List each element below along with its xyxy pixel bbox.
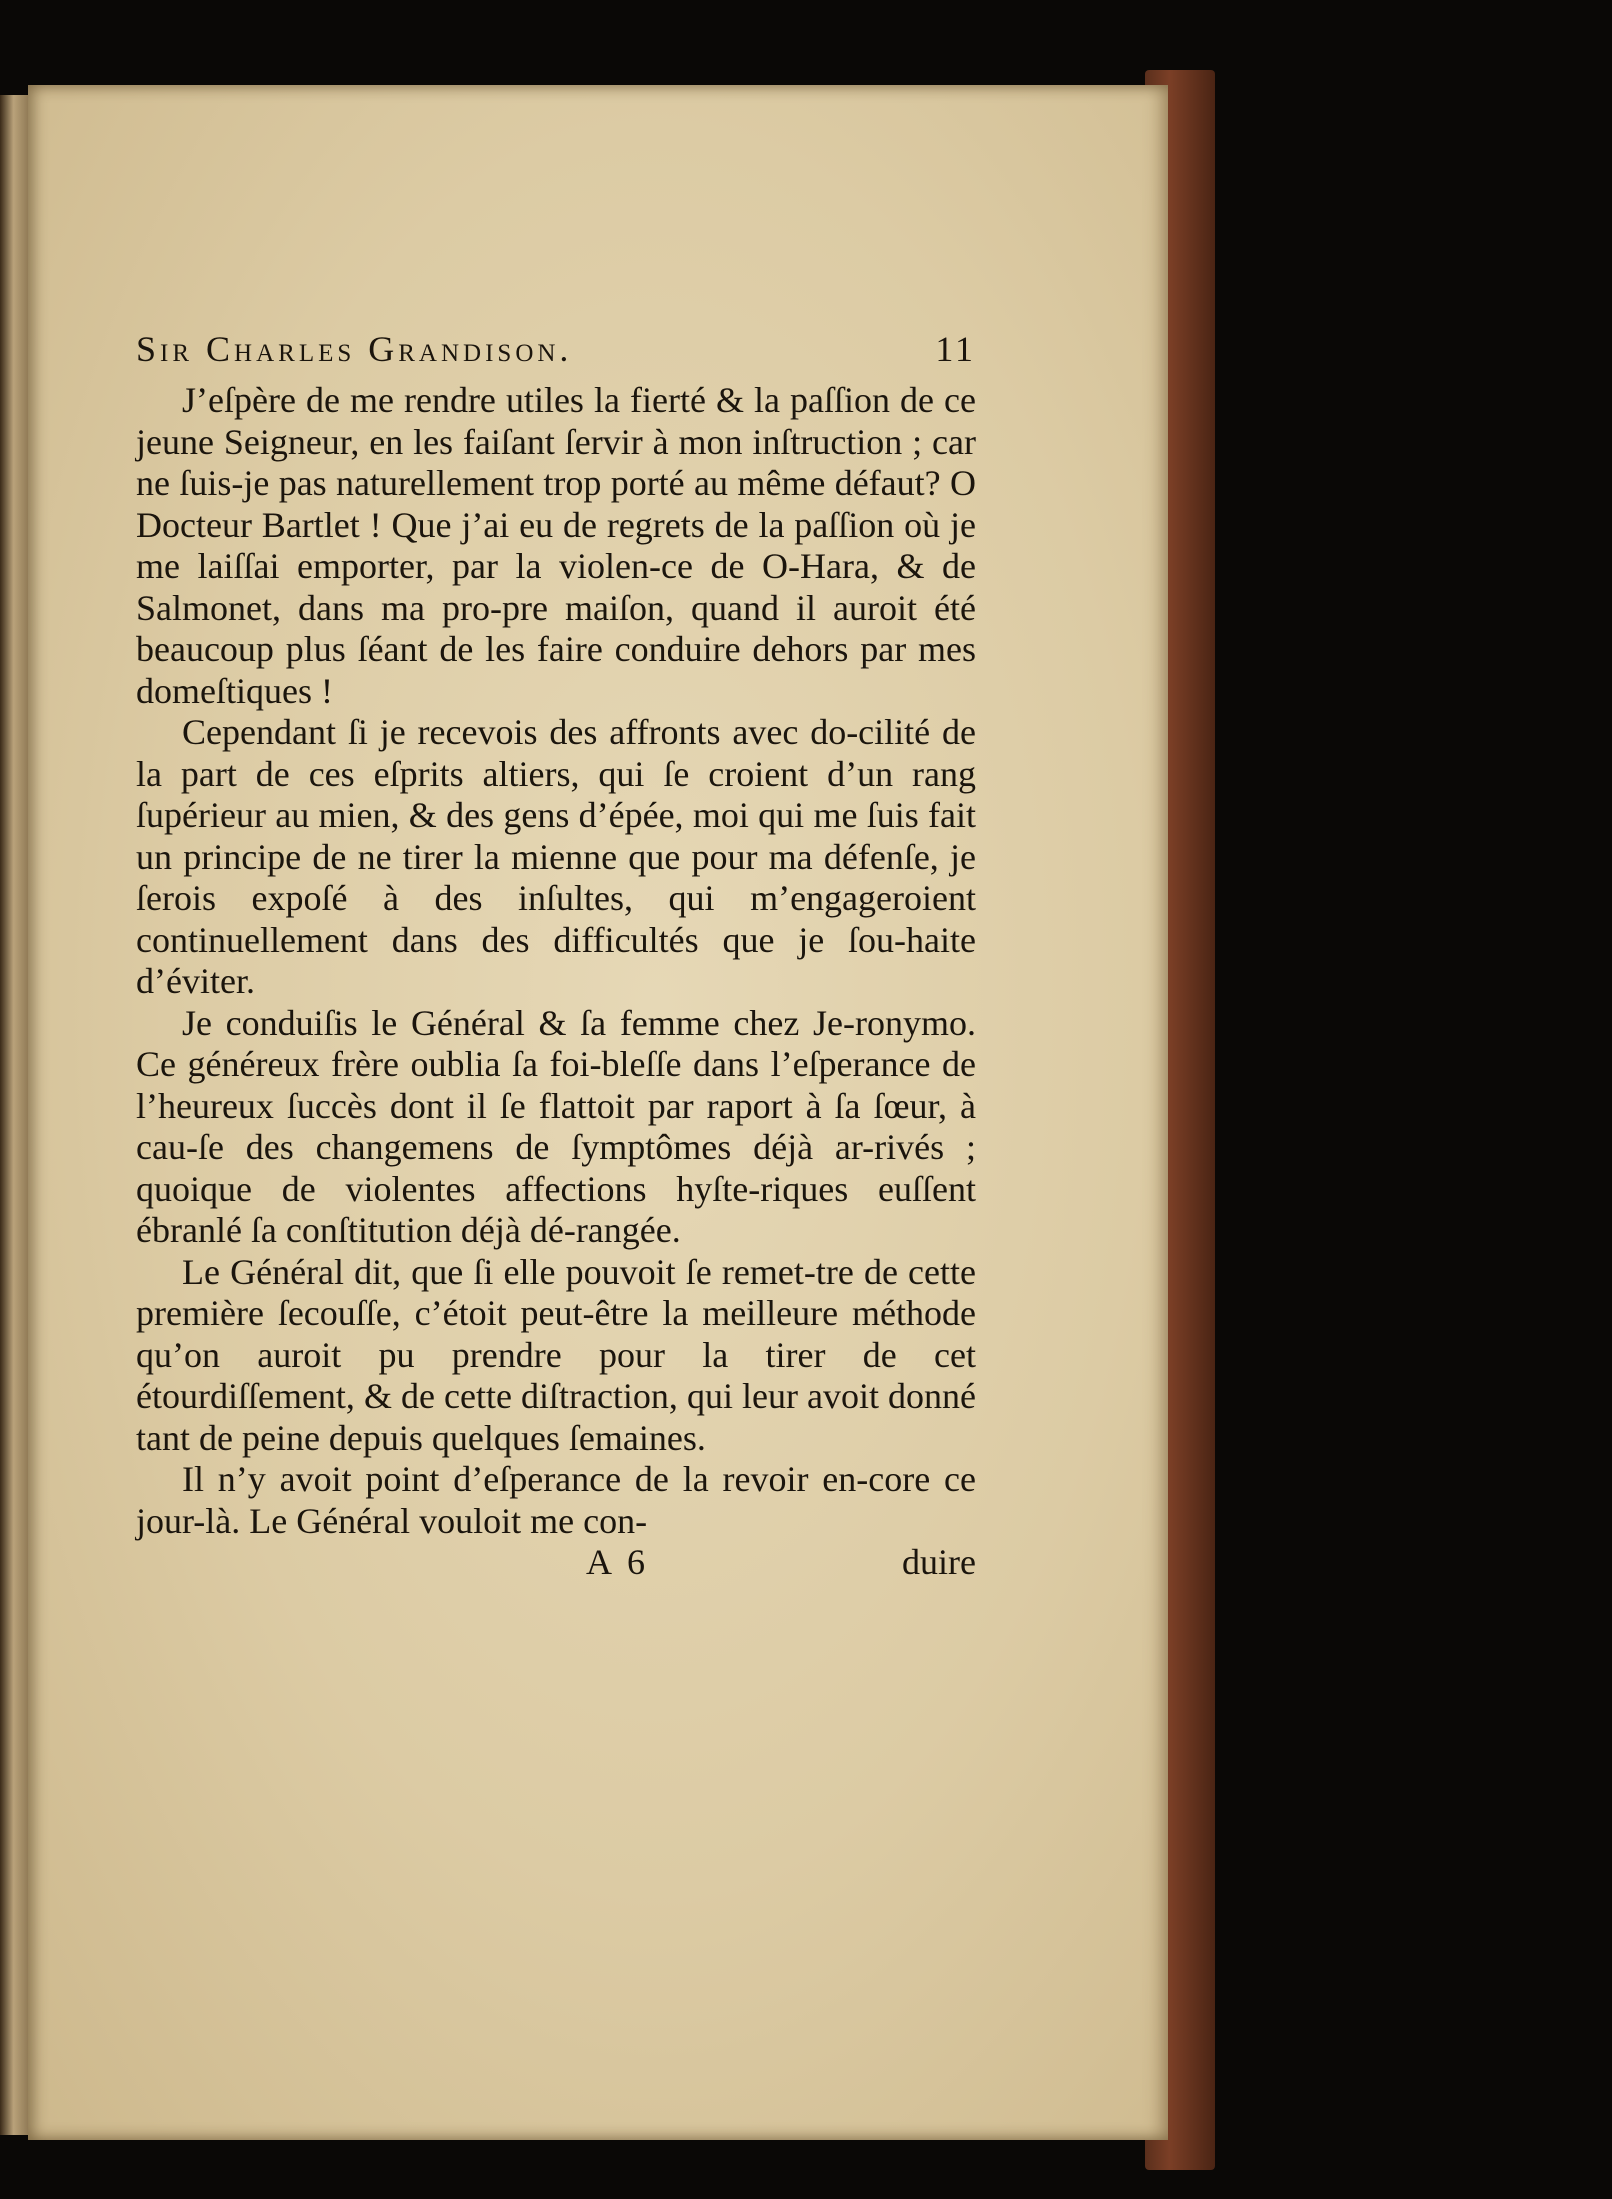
paragraph-1: J’eſpère de me rendre utiles la fierté & la paſſion de ce jeune Seigneur, en les faiſant ſervir à mon inſtruction ; car ne ſuis-je pas naturellement trop porté au même défaut? O Docteur Bartlet ! Que j’ai eu de regrets de la paſſion où je me laiſſai emporter, par la violen-ce de O-Hara, & de Salmonet, dans ma pro-pre maiſon, quand il auroit été beaucoup plus ſéant de les faire conduire dehors par mes domeſtiques !	[136, 380, 976, 711]
paragraph-4: Le Général dit, que ſi elle pouvoit ſe remet-tre de cette première ſecouſſe, c’étoit peut-être la meilleure méthode qu’on auroit pu prendre pour la tirer de cet étourdiſſement, & de cette diſtraction, qui leur avoit donné tant de peine depuis quelques ſemaines.	[136, 1251, 976, 1458]
page-number: 11	[935, 329, 976, 369]
catchword: duire	[902, 1542, 976, 1582]
running-title: Sir Charles Grandison.	[136, 329, 573, 369]
paragraph-2: Cependant ſi je recevois des affronts avec do-cilité de la part de ces eſprits altiers, qui ſe croient d’un rang ſupérieur au mien, & des gens d’épée, moi qui me ſuis fait un principe de ne tirer la mienne que pour ma défenſe, je ſerois expoſé à des inſultes, qui m’engageroient continuellement dans des difficultés que je ſou-haite d’éviter.	[136, 712, 976, 1001]
running-head	[136, 328, 976, 380]
book-page	[28, 85, 1168, 2140]
left-page-edge	[0, 95, 30, 2135]
text-block	[136, 328, 976, 1584]
paragraph-5: Il n’y avoit point d’eſperance de la revoir en-core ce jour-là. Le Général vouloit me con-	[136, 1459, 976, 1541]
paragraph-3: Je conduiſis le Général & ſa femme chez Je-ronymo. Ce généreux frère oublia ſa foi-bleſſe dans l’eſperance de l’heureux ſuccès dont il ſe flattoit par raport à ſa ſœur, à cau-ſe des changemens de ſymptômes déjà ar-rivés ; quoique de violentes affections hyſte-riques euſſent ébranlé ſa conſtitution déjà dé-rangée.	[136, 1002, 976, 1250]
footer-line	[136, 1542, 976, 1584]
signature-mark: A 6	[586, 1542, 650, 1582]
